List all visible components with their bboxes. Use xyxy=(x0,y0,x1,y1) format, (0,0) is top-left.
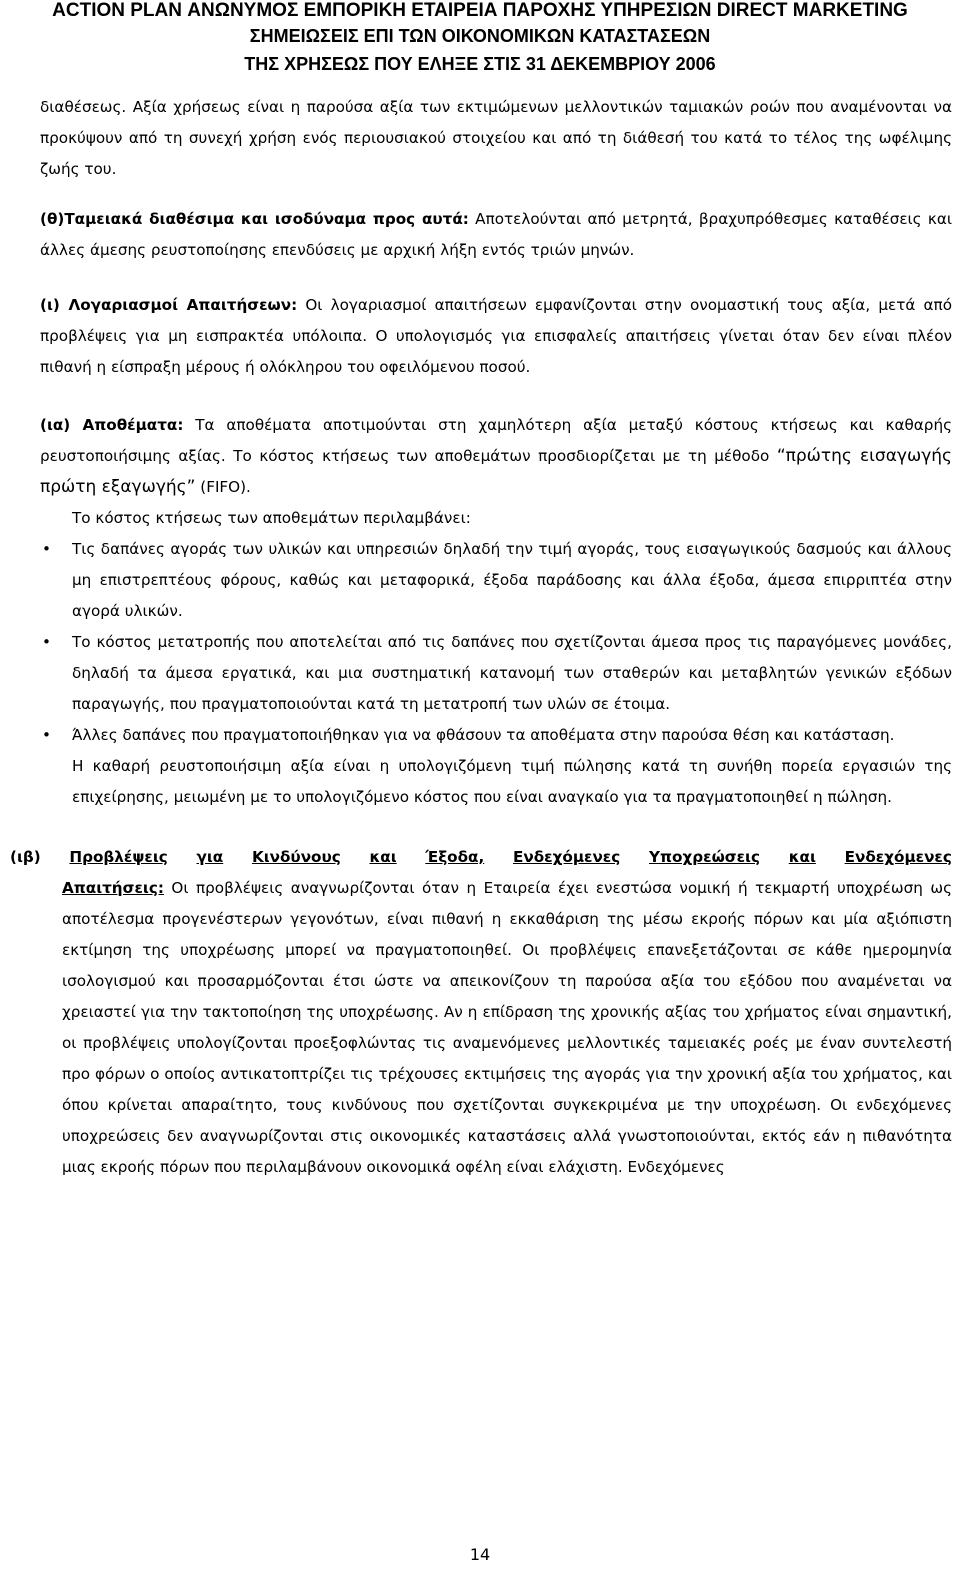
provisions-paragraph xyxy=(10,873,952,1183)
provisions-heading: (ιβ) Προβλέψεις για Κινδύνους και Έξοδα, Ενδεχόμενες Υποχρεώσεις και Ενδεχόμενες xyxy=(10,842,952,873)
bullet-icon: • xyxy=(42,540,51,558)
fifo-tail: (FIFO). xyxy=(195,478,251,496)
provisions-text: Οι προβλέψεις αναγνωρίζονται όταν η Εταιρεία έχει ενεστώσα νομική ή τεκμαρτή υποχρέωση ως αποτέλεσμα προγενέστερων γεγονότων, είναι πιθανή η εκκαθάριση της μέσω εκροής πόρων και μία αξιόπιστη εκτίμηση της υποχρέωσης μπορεί να πραγματοποιηθεί. Οι προβλέψεις επανεξετάζονται σε κάθε ημερομηνία ισολογισμού και προσαρμόζονται έτσι ώστε να απεικονίζουν τη παρούσα αξία του εξόδου που αναμένεται να χρειαστεί για την τακτοποίηση της υποχρέωσης. Αν η επίδραση της χρονικής αξίας του χρήματος είναι σημαντική, οι προβλέψεις υπολογίζονται προεξοφλώντας τις αναμενόμενες μελλοντικές ταμειακές ροές με έναν συντελεστή προ φόρων ο οποίος αντικατοπτρίζει τις τρέχουσες εκτιμήσεις της αγοράς για την χρονική αξία του χρήματος, και όπου κρίνεται απαραίτητο, τους κινδύνους που σχετίζονται συγκεκριμένα με την υποχρέωση. Οι ενδεχόμενες υποχρεώσεις δεν αναγνωρίζονται στις οικονομικές καταστάσεις αλλά γνωστοποιούνται, εκτός εάν η πιθανότητα μιας εκροής πόρων που περιλαμβάνουν οικονομικά οφέλη είναι ελάχιστη. Ενδεχόμενες xyxy=(62,879,952,1176)
bullet-icon: • xyxy=(42,726,51,744)
list-item: • Άλλες δαπάνες που πραγματοποιήθηκαν για να φθάσουν τα αποθέματα στην παρούσα θέση και κατάσταση. xyxy=(40,720,952,751)
nrv-paragraph: Η καθαρή ρευστοποιήσιμη αξία είναι η υπολογιζόμενη τιμή πώλησης κατά τη συνήθη πορεία εργασιών της επιχείρησης, μειωμένη με το υπολογιζόμενο κόστος που είναι αναγκαίο για τα πραγματοποιηθεί η πώληση. xyxy=(72,757,952,806)
document-header xyxy=(0,0,960,78)
provisions-label: (ιβ) xyxy=(10,848,41,866)
header-subtitle-2: ΤΗΣ ΧΡΗΣΕΩΣ ΠΟΥ ΕΛΗΞΕ ΣΤΙΣ 31 ΔΕΚΕΜΒΡΙΟΥ 2006 xyxy=(244,54,716,74)
fifo-phrase: “πρώτης εισαγωγής πρώτη εξαγωγής” xyxy=(40,446,953,497)
cash-heading: (θ)Ταμειακά διαθέσιμα και ισοδύναμα προς αυτά: xyxy=(40,210,469,228)
list-item: • Το κόστος μετατροπής που αποτελείται από τις δαπάνες που σχετίζονται άμεσα προς τις παραγόμενες μονάδες, δηλαδή τα άμεσα εργατικά, και μια συστηματική κατανομή των σταθερών και μεταβλητών γενικών εξόδων παραγωγής, που πραγματοποιούνται κατά τη μετατροπή των υλών σε έτοιμα. xyxy=(40,627,952,720)
cost-includes-line: Το κόστος κτήσεως των αποθεμάτων περιλαμβάνει: xyxy=(72,509,471,527)
inventory-paragraph xyxy=(40,410,952,503)
receivables-heading: (ι) Λογαριασμοί Απαιτήσεων: xyxy=(40,296,298,314)
inventory-text: Τα αποθέματα αποτιμούνται στη χαμηλότερη αξία μεταξύ κόστους κτήσεως και καθαρής ρευστοποιήσιμης αξίας. Το κόστος κτήσεως των αποθεμάτων προσδιορίζεται με τη μέθοδο xyxy=(40,416,952,465)
receivables-paragraph xyxy=(40,290,952,383)
intro-paragraph: διαθέσεως. Αξία χρήσεως είναι η παρούσα αξία των εκτιμώμενων μελλοντικών ταμιακών ροών που αναμένονται να προκύψουν από τη συνεχή χρήση ενός περιουσιακού στοιχείου και από τη διάθεσή του κατά το τέλος της ωφέλιμης ζωής του. xyxy=(40,98,952,178)
company-name: ACTION PLAN ΑΝΩΝΥΜΟΣ ΕΜΠΟΡΙΚΗ ΕΤΑΙΡΕΙΑ ΠΑΡΟΧΗΣ ΥΠΗΡΕΣΙΩΝ DIRECT MARKETING xyxy=(52,0,908,21)
provisions-heading-end: Απαιτήσεις: xyxy=(62,879,164,897)
inventory-cost-list xyxy=(40,534,952,751)
bullet-icon: • xyxy=(42,633,51,651)
cash-paragraph xyxy=(40,204,952,266)
provisions-section xyxy=(10,842,952,1183)
header-subtitle-1: ΣΗΜΕΙΩΣΕΙΣ ΕΠΙ ΤΩΝ ΟΙΚΟΝΟΜΙΚΩΝ ΚΑΤΑΣΤΑΣΕΩΝ xyxy=(249,26,711,46)
document-body xyxy=(10,92,953,1183)
page-number: 14 xyxy=(469,1545,491,1564)
cash-text: Αποτελούνται από μετρητά, βραχυπρόθεσμες καταθέσεις και άλλες άμεσης ρευστοποίησης επενδύσεις με αρχική λήξη εντός τριών μηνών. xyxy=(40,210,953,259)
inventory-heading: (ια) Αποθέματα: xyxy=(40,416,184,434)
receivables-text: Οι λογαριασμοί απαιτήσεων εμφανίζονται στην ονομαστική τους αξία, μετά από προβλέψεις για μη εισπρακτέα υπόλοιπα. Ο υπολογισμός για επισφαλείς απαιτήσεις γίνεται όταν δεν είναι πλέον πιθανή η είσπραξη μέρους ή ολόκληρου του οφειλόμενου ποσού. xyxy=(40,296,952,376)
list-item: • Τις δαπάνες αγοράς των υλικών και υπηρεσιών δηλαδή την τιμή αγοράς, τους εισαγωγικούς δασμούς και άλλους μη επιστρεπτέους φόρους, καθώς και μεταφορικά, έξοδα παράδοσης και άλλα έξοδα, άμεσα επιρριπτέα στην αγορά υλικών. xyxy=(40,534,952,627)
